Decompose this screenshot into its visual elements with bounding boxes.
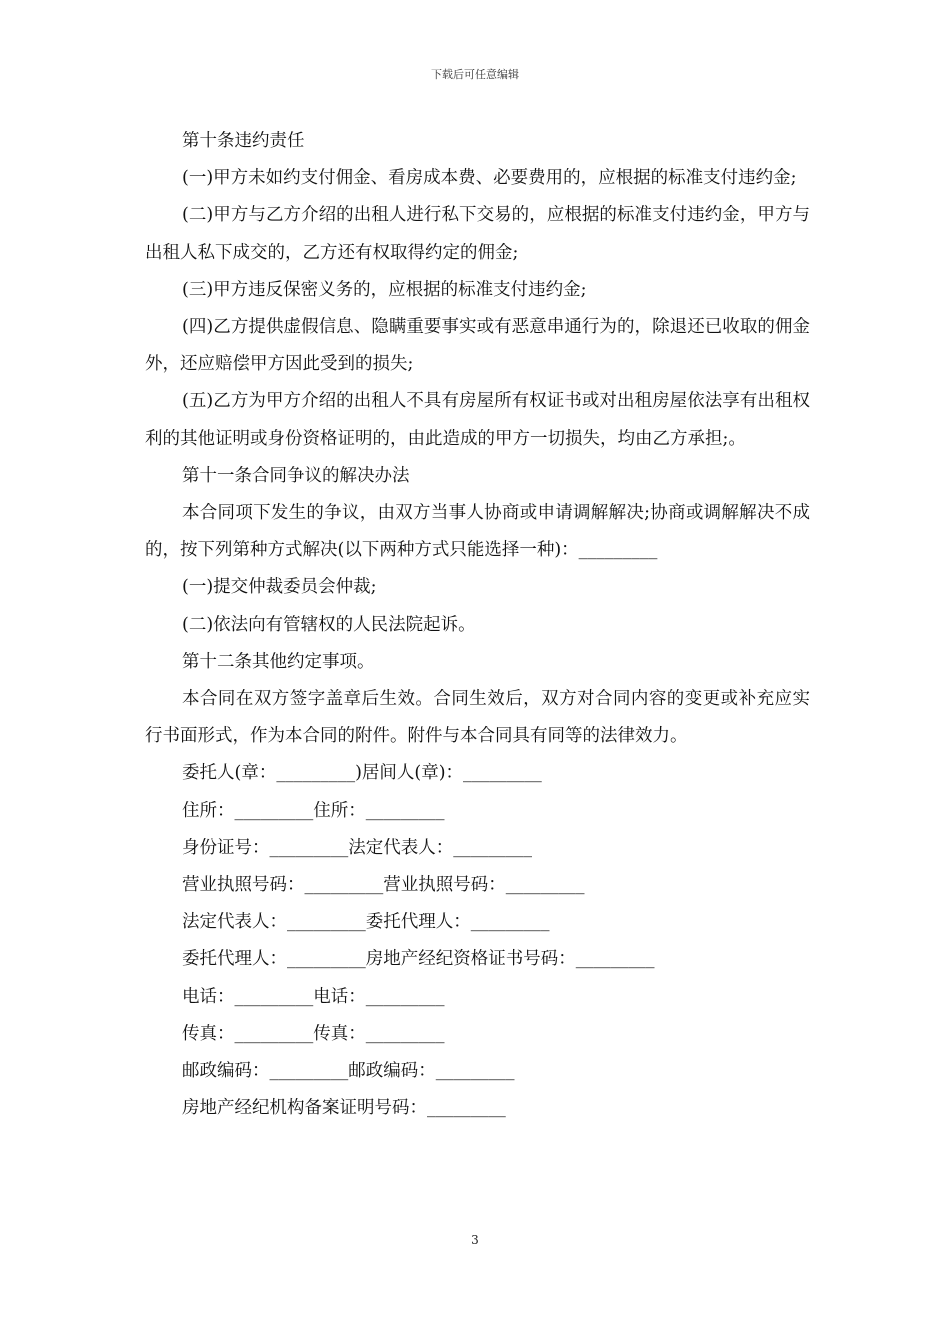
signature-line-principal: 委托人(章：_________)居间人(章)：_________ [182, 763, 542, 784]
signature-line-address: 住所：_________住所：_________ [182, 800, 445, 821]
clause-10-2: (二)甲方与乙方介绍的出租人进行私下交易的，应根据的标准支付违约金，甲方与出租人私下成交的，乙方还有权取得约定的佣金; [145, 205, 810, 263]
signature-line-license: 营业执照号码：_________营业执照号码：_________ [182, 875, 585, 896]
clause-10-1: (一)甲方未如约支付佣金、看房成本费、必要费用的，应根据的标准支付违约金; [182, 168, 797, 189]
article-11-title: 第十一条合同争议的解决办法 [182, 465, 410, 486]
resolution-option-1: (一)提交仲裁委员会仲裁; [182, 577, 377, 598]
effectiveness-text: 本合同在双方签字盖章后生效。合同生效后，双方对合同内容的变更或补充应实行书面形式，作为本合同的附件。附件与本合同具有同等的法律效力。 [145, 689, 810, 747]
signature-line-fax: 传真：_________传真：_________ [182, 1023, 445, 1044]
clause-10-3: (三)甲方违反保密义务的，应根据的标准支付违约金; [182, 279, 587, 300]
signature-line-filing-no: 房地产经纪机构备案证明号码：_________ [182, 1098, 506, 1119]
signature-line-phone: 电话：_________电话：_________ [182, 986, 445, 1007]
signature-line-postcode: 邮政编码：_________邮政编码：_________ [182, 1061, 515, 1082]
clause-10-4: (四)乙方提供虚假信息、隐瞒重要事实或有恶意串通行为的，除退还已收取的佣金外，还应赔偿甲方因此受到的损失; [145, 317, 810, 375]
signature-line-legal-rep: 法定代表人：_________委托代理人：_________ [182, 912, 550, 933]
article-12-title: 第十二条其他约定事项。 [182, 651, 375, 672]
clause-10-5: (五)乙方为甲方介绍的出租人不具有房屋所有权证书或对出租房屋依法享有出租权利的其他证明或身份资格证明的，由此造成的甲方一切损失，均由乙方承担;。 [145, 391, 810, 449]
signature-line-agent: 委托代理人：_________房地产经纪资格证书号码：_________ [182, 949, 655, 970]
resolution-option-2: (二)依法向有管辖权的人民法院起诉。 [182, 614, 476, 635]
article-10-title: 第十条违约责任 [182, 131, 305, 151]
dispute-resolution-text: 本合同项下发生的争议，由双方当事人协商或申请调解解决;协商或调解解决不成的，按下列第种方式解决(以下两种方式只能选择一种)：_________ [145, 503, 810, 561]
document-body [145, 123, 810, 1127]
signature-line-id: 身份证号：_________法定代表人：_________ [182, 837, 532, 858]
page-number: 3 [471, 1233, 479, 1247]
page-header: 下载后可任意编辑 [431, 68, 519, 81]
